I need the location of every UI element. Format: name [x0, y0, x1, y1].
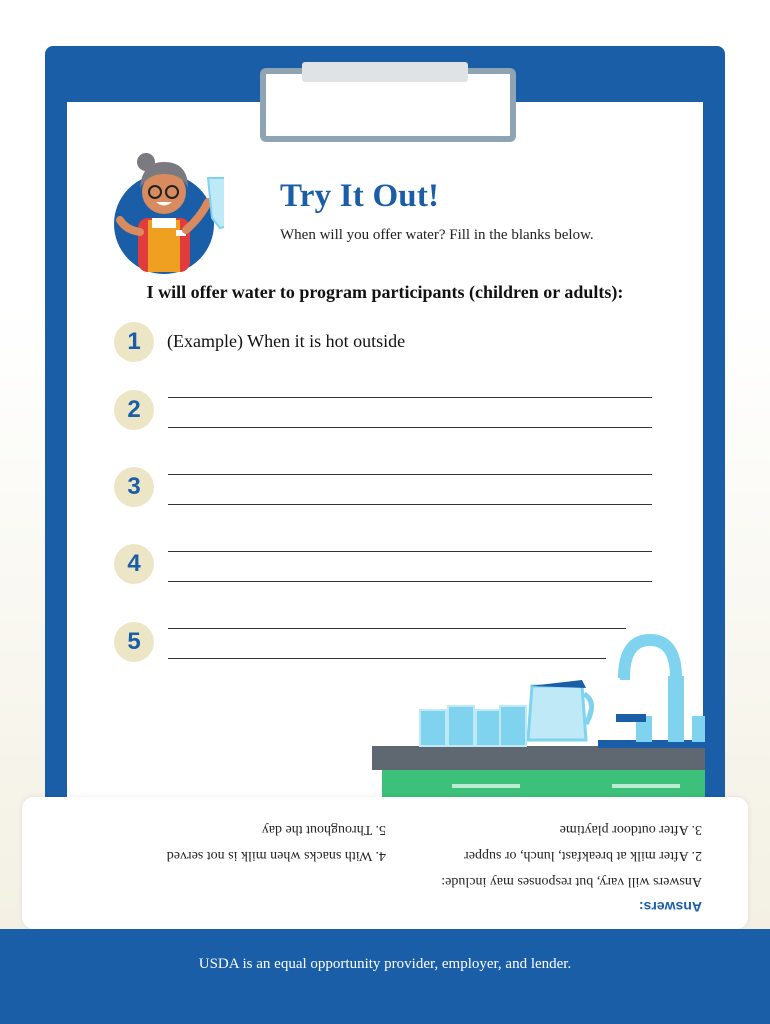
answer-item-4: 4. With snacks when milk is not served — [166, 848, 386, 863]
page-subtitle: When will you offer water? Fill in the blanks below. — [280, 227, 594, 243]
blank-line-3a[interactable] — [168, 474, 652, 475]
answers-upside-down — [22, 797, 748, 929]
item-number-2: 2 — [114, 390, 154, 430]
answers-intro: Answers will vary, but responses may include: — [441, 874, 702, 889]
answer-item-5: 5. Throughout the day — [261, 822, 386, 837]
grandmother-with-pitcher-illustration — [112, 148, 224, 278]
answer-item-3: 3. After outdoor playtime — [559, 822, 702, 837]
blank-line-4a[interactable] — [168, 551, 652, 552]
blank-line-3b[interactable] — [168, 504, 652, 505]
blank-line-5a[interactable] — [168, 628, 626, 629]
footer-text: USDA is an equal opportunity provider, employer, and lender. — [198, 956, 572, 972]
sink-with-glasses-illustration — [372, 632, 705, 798]
blank-line-4b[interactable] — [168, 581, 652, 582]
item-text-1: (Example) When it is hot outside — [167, 331, 406, 351]
answers-heading: Answers: — [638, 899, 702, 915]
item-number-1: 1 — [114, 322, 154, 362]
clipboard-clip-bar — [302, 62, 468, 82]
blank-line-2a[interactable] — [168, 397, 652, 398]
item-number-3: 3 — [114, 467, 154, 507]
worksheet-prompt: I will offer water to program participants (children or adults): — [146, 282, 624, 302]
answers-card — [22, 797, 748, 929]
item-number-5: 5 — [114, 622, 154, 662]
page-title: Try It Out! — [280, 178, 440, 214]
footer-bar — [0, 929, 770, 1024]
blank-line-2b[interactable] — [168, 427, 652, 428]
item-number-4: 4 — [114, 544, 154, 584]
answer-item-2: 2. After milk at breakfast, lunch, or supper — [464, 848, 702, 863]
